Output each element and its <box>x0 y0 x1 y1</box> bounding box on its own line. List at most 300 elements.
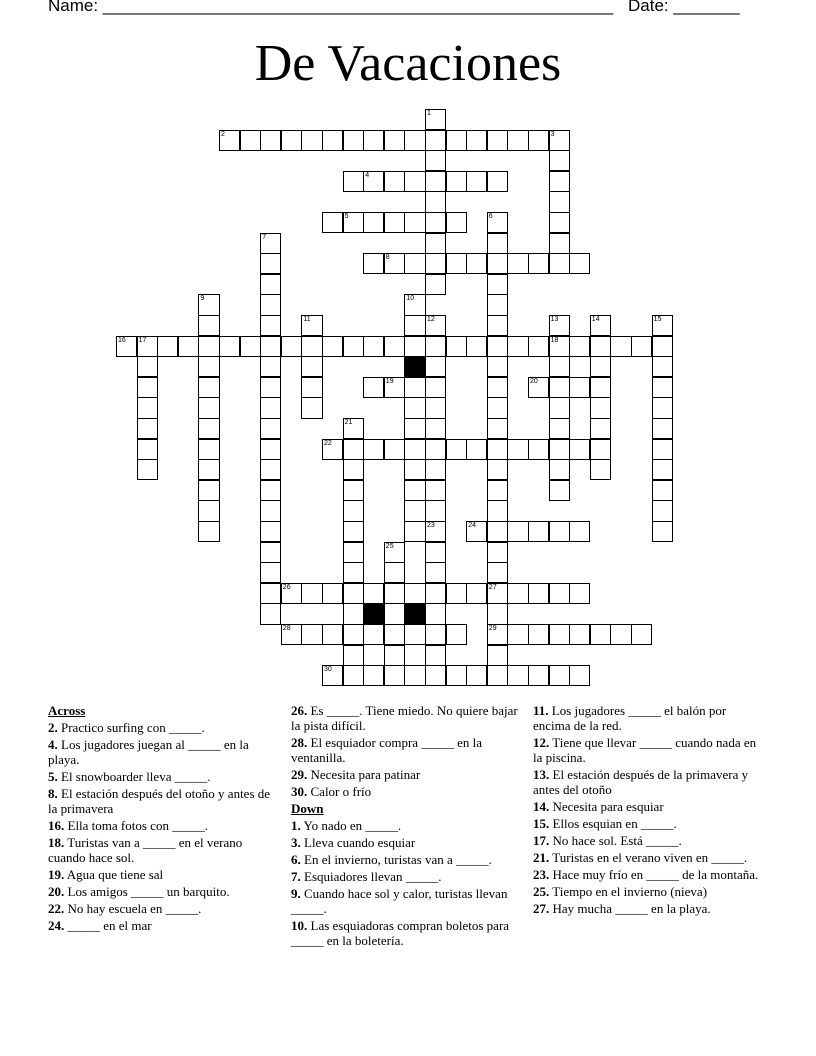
grid-cell[interactable] <box>363 377 384 398</box>
grid-cell[interactable] <box>404 500 425 521</box>
grid-cell[interactable] <box>404 521 425 542</box>
clue-number-label: 14. <box>533 799 550 814</box>
clue-number-label: 12. <box>533 735 550 750</box>
clue-text: El estación después de la primavera y antes del otoño <box>533 767 749 797</box>
grid-cell[interactable] <box>507 521 528 542</box>
grid-cell[interactable] <box>487 356 508 377</box>
grid-cell[interactable] <box>404 315 425 336</box>
grid-cell[interactable] <box>425 274 446 295</box>
grid-cell[interactable] <box>549 130 570 151</box>
grid-cell[interactable] <box>260 253 281 274</box>
grid-cell[interactable] <box>487 377 508 398</box>
grid-cell[interactable] <box>137 356 158 377</box>
grid-cell[interactable] <box>404 480 425 501</box>
grid-cell[interactable] <box>425 542 446 563</box>
grid-cell[interactable] <box>322 583 343 604</box>
grid-cell[interactable] <box>343 645 364 666</box>
grid-cell[interactable] <box>240 336 261 357</box>
grid-cell[interactable] <box>487 418 508 439</box>
grid-cell[interactable] <box>487 130 508 151</box>
grid-cell[interactable] <box>549 191 570 212</box>
grid-cell[interactable] <box>260 480 281 501</box>
grid-cell[interactable] <box>652 439 673 460</box>
grid-cell[interactable] <box>590 336 611 357</box>
grid-cell[interactable] <box>425 109 446 130</box>
clue-number-label: 28. <box>291 735 308 750</box>
clue-text: Hace muy frío en _____ de la montaña. <box>549 867 759 882</box>
grid-cell[interactable] <box>652 315 673 336</box>
grid-cell[interactable] <box>507 583 528 604</box>
across-clue-list <box>48 720 280 933</box>
grid-cell[interactable] <box>466 130 487 151</box>
grid-cell[interactable] <box>404 439 425 460</box>
grid-cell[interactable] <box>487 583 508 604</box>
grid-cell[interactable] <box>301 377 322 398</box>
grid-cell[interactable] <box>487 542 508 563</box>
grid-cell[interactable] <box>343 418 364 439</box>
grid-cell[interactable] <box>260 130 281 151</box>
grid-cell[interactable] <box>301 336 322 357</box>
grid-cell[interactable] <box>652 480 673 501</box>
grid-cell[interactable] <box>569 336 590 357</box>
grid-cell[interactable] <box>528 624 549 645</box>
grid-cell[interactable] <box>528 253 549 274</box>
grid-cell[interactable] <box>446 583 467 604</box>
grid-cell[interactable] <box>652 336 673 357</box>
grid-cell[interactable] <box>384 377 405 398</box>
grid-cell[interactable] <box>549 356 570 377</box>
grid-cell[interactable] <box>260 459 281 480</box>
grid-cell[interactable] <box>260 542 281 563</box>
grid-cell[interactable] <box>301 130 322 151</box>
clue-text: Los amigos _____ un barquito. <box>64 884 230 899</box>
clue-number-label: 29. <box>291 767 308 782</box>
clue-number-label: 23. <box>533 867 550 882</box>
grid-cell[interactable] <box>487 336 508 357</box>
grid-cell[interactable] <box>569 583 590 604</box>
grid-cell[interactable] <box>466 171 487 192</box>
grid-cell[interactable] <box>260 562 281 583</box>
grid-cell[interactable] <box>198 356 219 377</box>
grid-cell[interactable] <box>549 171 570 192</box>
grid-cell[interactable] <box>404 171 425 192</box>
grid-cell[interactable] <box>446 171 467 192</box>
grid-cell[interactable] <box>425 480 446 501</box>
grid-cell[interactable] <box>343 480 364 501</box>
grid-cell[interactable] <box>507 665 528 686</box>
grid-cell[interactable] <box>301 583 322 604</box>
grid-cell[interactable] <box>590 418 611 439</box>
grid-cell[interactable] <box>425 233 446 254</box>
grid-cell[interactable] <box>528 583 549 604</box>
grid-cell[interactable] <box>260 500 281 521</box>
grid-cell[interactable] <box>384 212 405 233</box>
grid-cell[interactable] <box>260 418 281 439</box>
grid-cell[interactable] <box>404 459 425 480</box>
grid-cell[interactable] <box>425 645 446 666</box>
clue-number: 15 <box>653 316 662 323</box>
grid-cell[interactable] <box>425 521 446 542</box>
grid-cell[interactable] <box>198 397 219 418</box>
clue-text: Turistas en el verano viven en _____. <box>549 850 748 865</box>
grid-cell[interactable] <box>487 397 508 418</box>
grid-cell[interactable] <box>343 336 364 357</box>
down-clue <box>533 884 765 899</box>
clue-text: Tiene que llevar _____ cuando nada en la piscina. <box>533 735 757 765</box>
grid-cell[interactable] <box>569 624 590 645</box>
grid-cell[interactable] <box>198 521 219 542</box>
grid-cell[interactable] <box>260 233 281 254</box>
grid-cell[interactable] <box>363 253 384 274</box>
clue-number: 4 <box>365 171 370 179</box>
clue-number-label: 18. <box>48 835 65 850</box>
clue-column-1 <box>48 703 280 935</box>
grid-cell[interactable] <box>260 583 281 604</box>
down-clue <box>291 918 523 948</box>
grid-cell[interactable] <box>198 294 219 315</box>
grid-cell[interactable] <box>446 439 467 460</box>
grid-cell[interactable] <box>425 562 446 583</box>
grid-cell[interactable] <box>631 336 652 357</box>
grid-cell[interactable] <box>198 500 219 521</box>
clue-text: Tiempo en el invierno (nieva) <box>549 884 708 899</box>
grid-cell[interactable] <box>652 397 673 418</box>
grid-cell[interactable] <box>528 521 549 542</box>
grid-cell[interactable] <box>425 397 446 418</box>
clue-number-label: 13. <box>533 767 550 782</box>
grid-cell[interactable] <box>507 130 528 151</box>
grid-cell[interactable] <box>487 500 508 521</box>
grid-cell[interactable] <box>384 171 405 192</box>
grid-cell[interactable] <box>404 130 425 151</box>
grid-cell[interactable] <box>425 336 446 357</box>
grid-cell[interactable] <box>404 418 425 439</box>
grid-cell[interactable] <box>281 583 302 604</box>
grid-cell[interactable] <box>549 583 570 604</box>
grid-cell[interactable] <box>487 274 508 295</box>
grid-cell[interactable] <box>446 212 467 233</box>
grid-cell[interactable] <box>322 624 343 645</box>
grid-cell[interactable] <box>590 439 611 460</box>
grid-cell[interactable] <box>322 439 343 460</box>
grid-cell[interactable] <box>487 212 508 233</box>
grid-cell[interactable] <box>363 665 384 686</box>
grid-cell[interactable] <box>198 459 219 480</box>
grid-cell[interactable] <box>363 624 384 645</box>
grid-cell[interactable] <box>260 377 281 398</box>
grid-cell[interactable] <box>363 130 384 151</box>
grid-cell[interactable] <box>549 624 570 645</box>
grid-cell[interactable] <box>301 624 322 645</box>
grid-cell[interactable] <box>549 418 570 439</box>
grid-cell[interactable] <box>240 130 261 151</box>
grid-cell[interactable] <box>425 315 446 336</box>
clue-text: Yo nado en _____. <box>300 818 402 833</box>
grid-cell[interactable] <box>507 336 528 357</box>
grid-cell[interactable] <box>301 315 322 336</box>
grid-cell[interactable] <box>446 665 467 686</box>
grid-cell[interactable] <box>137 459 158 480</box>
grid-cell[interactable] <box>590 459 611 480</box>
grid-cell[interactable] <box>631 624 652 645</box>
grid-cell[interactable] <box>322 665 343 686</box>
grid-cell[interactable] <box>487 171 508 192</box>
grid-cell[interactable] <box>384 665 405 686</box>
grid-cell[interactable] <box>404 336 425 357</box>
grid-cell[interactable] <box>466 439 487 460</box>
grid-cell[interactable] <box>198 377 219 398</box>
grid-cell[interactable] <box>446 253 467 274</box>
grid-cell[interactable] <box>652 521 673 542</box>
grid-cell[interactable] <box>590 377 611 398</box>
grid-cell[interactable] <box>425 439 446 460</box>
grid-cell[interactable] <box>404 212 425 233</box>
grid-cell[interactable] <box>487 459 508 480</box>
grid-cell[interactable] <box>487 521 508 542</box>
grid-cell[interactable] <box>198 336 219 357</box>
grid-cell[interactable] <box>425 191 446 212</box>
grid-cell[interactable] <box>569 439 590 460</box>
grid-cell[interactable] <box>404 583 425 604</box>
grid-cell[interactable] <box>590 356 611 377</box>
grid-cell[interactable] <box>343 542 364 563</box>
grid-cell[interactable] <box>466 336 487 357</box>
grid-cell[interactable] <box>363 439 384 460</box>
grid-cell[interactable] <box>507 439 528 460</box>
grid-cell[interactable] <box>404 377 425 398</box>
grid-cell[interactable] <box>260 439 281 460</box>
grid-cell[interactable] <box>425 150 446 171</box>
grid-cell[interactable] <box>487 439 508 460</box>
grid-cell[interactable] <box>343 130 364 151</box>
grid-cell[interactable] <box>487 233 508 254</box>
grid-cell[interactable] <box>343 583 364 604</box>
grid-cell[interactable] <box>569 253 590 274</box>
grid-cell[interactable] <box>610 624 631 645</box>
grid-cell[interactable] <box>363 171 384 192</box>
grid-cell[interactable] <box>425 459 446 480</box>
grid-cell[interactable] <box>384 645 405 666</box>
grid-cell[interactable] <box>219 336 240 357</box>
grid-cell[interactable] <box>549 665 570 686</box>
grid-cell[interactable] <box>178 336 199 357</box>
down-clue-list <box>291 818 523 948</box>
grid-cell[interactable] <box>425 500 446 521</box>
grid-cell[interactable] <box>384 439 405 460</box>
grid-cell[interactable] <box>549 212 570 233</box>
clue-number-label: 24. <box>48 918 65 933</box>
grid-cell[interactable] <box>528 439 549 460</box>
grid-cell[interactable] <box>425 356 446 377</box>
grid-cell[interactable] <box>446 624 467 645</box>
grid-cell[interactable] <box>157 336 178 357</box>
grid-cell[interactable] <box>466 521 487 542</box>
grid-cell[interactable] <box>425 377 446 398</box>
grid-cell[interactable] <box>549 150 570 171</box>
grid-cell[interactable] <box>569 521 590 542</box>
grid-cell[interactable] <box>487 315 508 336</box>
grid-cell[interactable] <box>466 583 487 604</box>
grid-cell[interactable] <box>343 500 364 521</box>
grid-cell[interactable] <box>425 253 446 274</box>
grid-cell[interactable] <box>343 459 364 480</box>
down-clue <box>533 850 765 865</box>
grid-cell[interactable] <box>610 336 631 357</box>
grid-cell[interactable] <box>487 294 508 315</box>
grid-cell[interactable] <box>137 377 158 398</box>
grid-cell[interactable] <box>260 315 281 336</box>
grid-cell[interactable] <box>343 603 364 624</box>
clue-number: 27 <box>488 583 497 591</box>
clue-text: Los jugadores juegan al _____ en la playa. <box>48 737 249 767</box>
grid-cell[interactable] <box>260 397 281 418</box>
grid-cell[interactable] <box>652 418 673 439</box>
grid-cell[interactable] <box>343 439 364 460</box>
grid-cell[interactable] <box>549 439 570 460</box>
grid-cell[interactable] <box>446 130 467 151</box>
grid-cell[interactable] <box>549 397 570 418</box>
grid-cell[interactable] <box>652 459 673 480</box>
grid-cell[interactable] <box>487 665 508 686</box>
grid-cell[interactable] <box>198 315 219 336</box>
grid-cell[interactable] <box>343 521 364 542</box>
grid-cell[interactable] <box>404 294 425 315</box>
grid-cell[interactable] <box>384 253 405 274</box>
grid-cell[interactable] <box>487 562 508 583</box>
grid-cell[interactable] <box>549 521 570 542</box>
grid-cell[interactable] <box>137 397 158 418</box>
grid-cell[interactable] <box>528 130 549 151</box>
grid-cell[interactable] <box>260 603 281 624</box>
grid-cell[interactable] <box>260 294 281 315</box>
grid-cell[interactable] <box>487 645 508 666</box>
grid-cell[interactable] <box>363 336 384 357</box>
grid-cell[interactable] <box>425 130 446 151</box>
clue-text: Las esquiadoras compran boletos para _____ en la boletería. <box>291 918 510 948</box>
grid-cell[interactable] <box>384 542 405 563</box>
grid-cell[interactable] <box>487 253 508 274</box>
grid-cell[interactable] <box>322 212 343 233</box>
grid-cell[interactable] <box>384 562 405 583</box>
grid-cell[interactable] <box>343 212 364 233</box>
grid-cell[interactable] <box>652 356 673 377</box>
grid-cell[interactable] <box>301 397 322 418</box>
grid-cell[interactable] <box>404 665 425 686</box>
grid-cell[interactable] <box>322 130 343 151</box>
grid-cell[interactable] <box>425 171 446 192</box>
down-clue <box>291 835 523 850</box>
grid-cell[interactable] <box>590 315 611 336</box>
grid-cell[interactable] <box>528 336 549 357</box>
grid-cell[interactable] <box>116 336 137 357</box>
grid-cell[interactable] <box>549 336 570 357</box>
clue-number-label: 22. <box>48 901 65 916</box>
grid-cell[interactable] <box>404 624 425 645</box>
grid-cell[interactable] <box>404 397 425 418</box>
grid-cell[interactable] <box>652 500 673 521</box>
grid-cell[interactable] <box>569 665 590 686</box>
grid-cell[interactable] <box>549 459 570 480</box>
grid-cell[interactable] <box>487 480 508 501</box>
page-title: De Vacaciones <box>254 35 562 92</box>
grid-cell[interactable] <box>569 377 590 398</box>
grid-cell[interactable] <box>363 212 384 233</box>
grid-cell[interactable] <box>528 377 549 398</box>
grid-cell[interactable] <box>137 418 158 439</box>
grid-cell[interactable] <box>507 253 528 274</box>
clue-number: 14 <box>591 316 600 323</box>
grid-cell[interactable] <box>322 336 343 357</box>
grid-cell[interactable] <box>652 377 673 398</box>
grid-cell[interactable] <box>343 562 364 583</box>
grid-cell[interactable] <box>425 583 446 604</box>
grid-cell[interactable] <box>363 583 384 604</box>
date-field-line[interactable]: Date: _______ <box>628 0 740 15</box>
grid-cell[interactable] <box>487 624 508 645</box>
grid-cell[interactable] <box>487 603 508 624</box>
grid-cell[interactable] <box>549 315 570 336</box>
grid-cell[interactable] <box>425 212 446 233</box>
grid-cell[interactable] <box>281 624 302 645</box>
grid-cell[interactable] <box>260 356 281 377</box>
grid-cell[interactable] <box>260 336 281 357</box>
grid-cell[interactable] <box>549 377 570 398</box>
grid-cell[interactable] <box>384 603 405 624</box>
grid-cell[interactable] <box>343 171 364 192</box>
grid-cell[interactable] <box>384 336 405 357</box>
grid-cell[interactable] <box>404 253 425 274</box>
grid-cell[interactable] <box>528 665 549 686</box>
grid-cell[interactable] <box>425 624 446 645</box>
grid-cell[interactable] <box>281 336 302 357</box>
grid-cell[interactable] <box>425 603 446 624</box>
grid-cell[interactable] <box>466 253 487 274</box>
grid-cell[interactable] <box>343 624 364 645</box>
grid-cell[interactable] <box>198 439 219 460</box>
grid-cell[interactable] <box>466 665 487 686</box>
grid-cell[interactable] <box>425 665 446 686</box>
grid-cell[interactable] <box>198 418 219 439</box>
grid-cell[interactable] <box>425 418 446 439</box>
name-field-line[interactable]: Name: ______________________________________________________ <box>48 0 614 15</box>
grid-cell[interactable] <box>590 397 611 418</box>
clue-number: 19 <box>385 377 394 385</box>
grid-cell[interactable] <box>198 480 219 501</box>
grid-cell[interactable] <box>549 253 570 274</box>
clue-number-label: 17. <box>533 833 550 848</box>
grid-cell[interactable] <box>384 130 405 151</box>
grid-cell[interactable] <box>301 356 322 377</box>
grid-cell[interactable] <box>260 274 281 295</box>
grid-cell[interactable] <box>137 336 158 357</box>
grid-cell[interactable] <box>446 336 467 357</box>
clue-number: 24 <box>468 522 476 529</box>
grid-cell[interactable] <box>384 583 405 604</box>
grid-cell[interactable] <box>260 521 281 542</box>
grid-cell[interactable] <box>549 233 570 254</box>
down-clue <box>291 818 523 833</box>
clue-text: Ellos esquian en _____. <box>549 816 677 831</box>
clue-number-label: 1. <box>291 818 301 833</box>
grid-cell[interactable] <box>590 624 611 645</box>
grid-cell[interactable] <box>384 624 405 645</box>
grid-cell[interactable] <box>219 130 240 151</box>
grid-cell[interactable] <box>343 665 364 686</box>
grid-cell[interactable] <box>507 624 528 645</box>
grid-cell[interactable] <box>549 480 570 501</box>
grid-cell[interactable] <box>137 439 158 460</box>
grid-cell[interactable] <box>281 130 302 151</box>
